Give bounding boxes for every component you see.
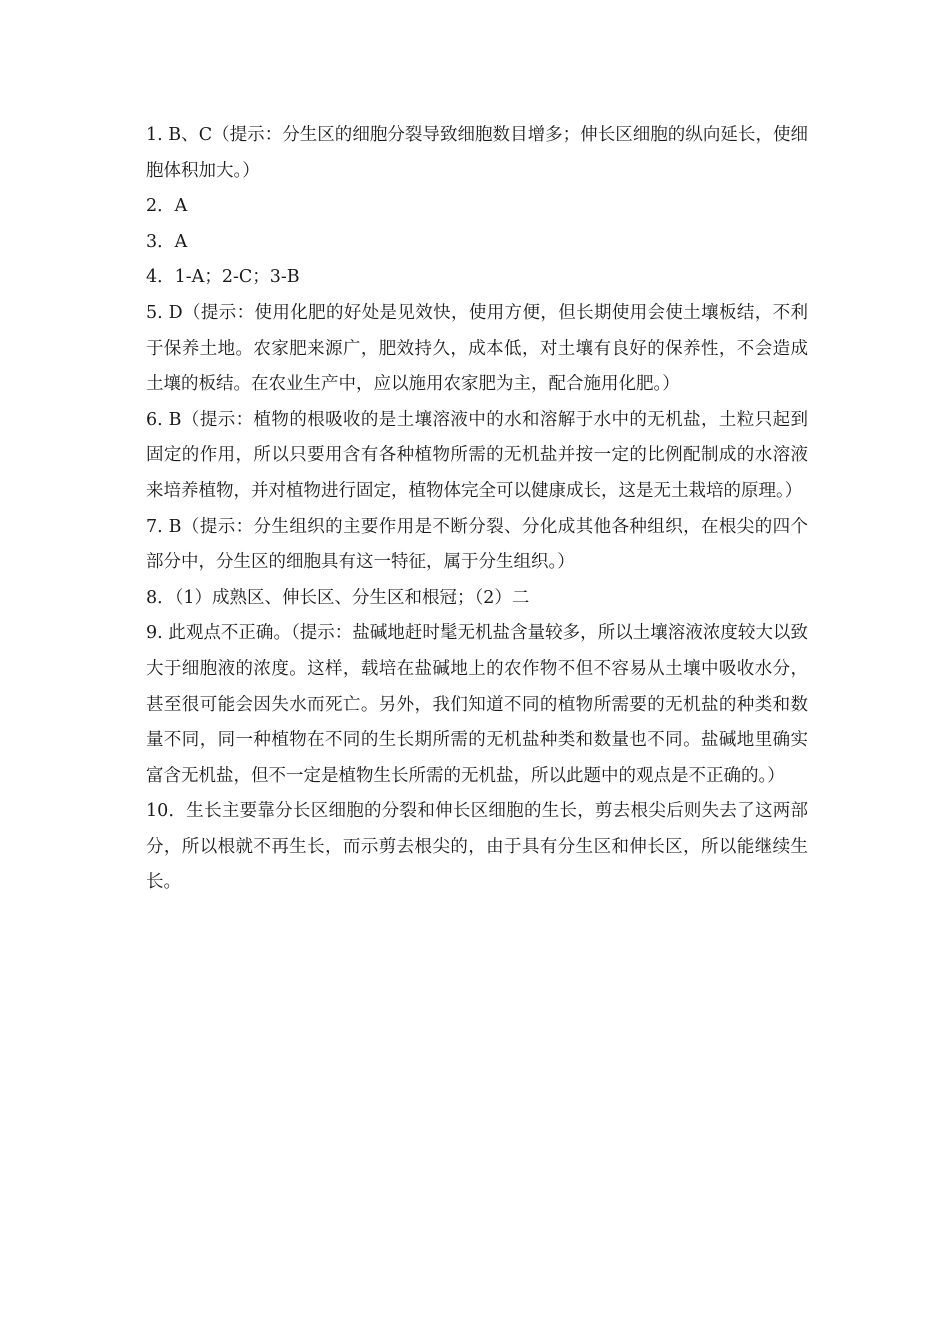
answer-list xyxy=(146,118,808,901)
answer-4: 4．1-A；2-C；3-B xyxy=(146,267,300,288)
answer-2: 2．A xyxy=(146,196,188,217)
answer-7: 7. B（提示：分生组织的主要作用是不断分裂、分化成其他各种组织，在根尖的四个部分中，分生区的细胞具有这一特征，属于分生组织。） xyxy=(146,516,808,573)
answer-9: 9. 此观点不正确。（提示：盐碱地赶时髦无机盐含量较多，所以土壤溶液浓度较大以致大于细胞液的浓度。这样，载培在盐碱地上的农作物不但不容易从土壤中吸收水分，甚至很可能会因失水而死亡。另外，我们知道不同的植物所需要的无机盐的种类和数量不同，同一种植物在不同的生长期所需的无机盐种类和数量也不同。盐碱地里确实富含无机盐，但不一定是植物生长所需的无机盐，所以此题中的观点是不正确的。） xyxy=(146,623,808,786)
answer-3: 3．A xyxy=(146,231,188,252)
answer-5: 5. D（提示：使用化肥的好处是见效快，使用方便，但长期使用会使土壤板结，不利于保养土地。农家肥来源广，肥效持久，成本低，对土壤有良好的保养性，不会造成土壤的板结。在农业生产中，应以施用农家肥为主，配合施用化肥。） xyxy=(146,302,808,395)
answer-6: 6. B（提示：植物的根吸收的是土壤溶液中的水和溶解于水中的无机盐，土粒只起到固定的作用，所以只要用含有各种植物所需的无机盐并按一定的比例配制成的水溶液来培养植物，并对植物进行固定，植物体完全可以健康成长，这是无土栽培的原理。） xyxy=(146,409,808,501)
answer-1: 1. B、C（提示：分生区的细胞分裂导致细胞数目增多；伸长区细胞的纵向延长，使细胞体积加大。） xyxy=(146,125,808,181)
answer-10: 10．生长主要靠分长区细胞的分裂和伸长区细胞的生长，剪去根尖后则失去了这两部分，所以根就不再生长，而示剪去根尖的，由于具有分生区和伸长区，所以能继续生长。 xyxy=(146,801,808,893)
answer-8: 8．（1）成熟区、伸长区、分生区和根冠；（2）二 xyxy=(146,587,530,608)
